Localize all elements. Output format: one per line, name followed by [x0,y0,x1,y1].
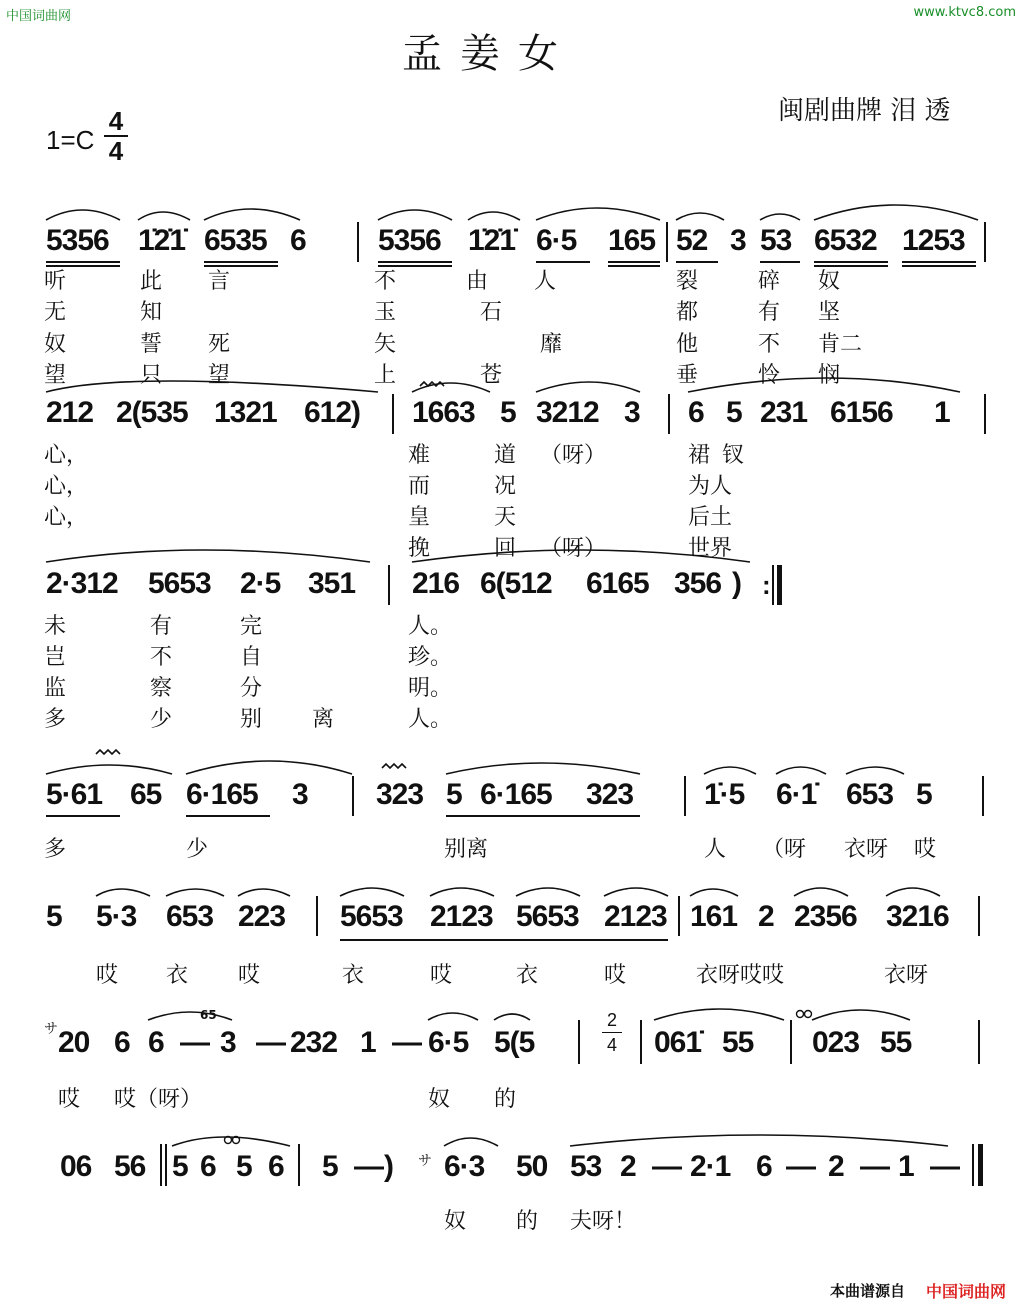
note-group: 6156 [830,396,893,429]
note-group: 2 [620,1150,636,1183]
lyric: 少 [150,707,173,732]
note-group: 232 [290,1026,338,1059]
lyric: 心， [44,505,89,530]
lyric: 人。 [408,707,453,732]
lyric: 挽 [408,536,431,561]
lyric: 不 [758,332,781,357]
lyric: 靡 [540,332,563,357]
lyric: 完 [240,614,263,639]
note-group: 2·5 [240,567,281,600]
note-group: 6 [290,224,306,257]
note-group: 5356 [378,224,441,257]
note-group: 2·1 [690,1150,731,1183]
lyric: 夫呀！ [570,1209,637,1234]
note-group: 023 [812,1026,860,1059]
note-group: 6 [114,1026,130,1059]
note-group: 223 [238,900,286,933]
composer-credit: 闽剧曲牌 泪 透 [778,96,951,126]
lyric: （呀 [762,837,807,862]
lyric: 不 [150,645,173,670]
lyric: 哎 [58,1087,81,1112]
note-group: 6 [200,1150,216,1183]
note-group: 3212 [536,396,599,429]
lyric: 衣 [342,963,365,988]
lyric: 只 [140,363,163,388]
lyric: 肯二 [818,332,863,357]
lyric: 而 [408,474,431,499]
note-group: 50 [516,1150,548,1183]
note-group: 20 [58,1026,90,1059]
note-group: 6 [268,1150,284,1183]
note-group: 5 [726,396,742,429]
footer-site: 中国词曲网 [926,1282,1007,1301]
note-group: 1321 [214,396,277,429]
lyric: 衣 [166,963,189,988]
note-group: — [180,1026,209,1059]
note-group: 5·61 [46,778,103,811]
note-group: 6·165 [186,778,258,811]
note-group: 2 [828,1150,844,1183]
note-group: 6165 [586,567,649,600]
note-group: 212 [46,396,94,429]
lyric: 不 [374,269,397,294]
lyric: 碎 [758,269,781,294]
lyric: 誓 [140,332,163,357]
lyric: 自 [240,645,263,670]
lyric: 石 [480,300,503,325]
lyric: 无 [44,300,67,325]
lyric: 分 [240,676,263,701]
lyric: 岂 [44,645,67,670]
lyric: 哎（呀） [114,1087,203,1112]
note-group: 612) [304,396,361,429]
note-group: 6532 [814,224,877,257]
note-group: 3 [624,396,640,429]
note-group: 6·1̇ [776,778,817,811]
note-group: 6·5 [428,1026,469,1059]
lyric: 多 [44,837,67,862]
lyric: 言 [208,269,231,294]
lyric: 的 [516,1209,539,1234]
lyric: 有 [150,614,173,639]
note-group: 6535 [204,224,267,257]
note-group: 1 [934,396,950,429]
note-group: 161 [690,900,738,933]
lyric: 都 [676,300,699,325]
note-group: 1̇·5 [704,778,745,811]
lyric: 监 [44,676,67,701]
note-group: — [860,1150,889,1183]
key-signature: 1=C [46,125,95,155]
note-group: 5 [916,778,932,811]
note-group: 5 [172,1150,188,1183]
lyric: 奴 [44,332,67,357]
note-group: — [256,1026,285,1059]
note-group: — [786,1150,815,1183]
note-group: — [930,1150,959,1183]
lyric: 死 [208,332,231,357]
lyric: 钗 [722,443,745,468]
note-group: 5 [446,778,462,811]
lyric: 知 [140,300,163,325]
lyric: 多 [44,707,67,732]
note-group: 2123 [430,900,493,933]
note-group: 653 [166,900,214,933]
lyric: 哎 [604,963,627,988]
time-top: 4 [108,106,124,136]
lyric: 望 [208,363,231,388]
note-group: 1663 [412,396,475,429]
note-group: 2 [758,900,774,933]
note-group: 55 [722,1026,754,1059]
note-group: 5 [236,1150,252,1183]
note-group: — [652,1150,681,1183]
time-bottom: 4 [606,1035,617,1055]
note-group: — [354,1150,383,1183]
lyric: 垂 [676,363,699,388]
lyric: 由 [466,269,489,294]
note-group: 6 [688,396,704,429]
note-group: 53 [760,224,792,257]
free-tempo-sign: サ [418,1153,432,1169]
lyric: 天 [494,505,517,530]
free-tempo-sign: サ [44,1021,58,1037]
lyric: 少 [186,837,209,862]
lyric: 衣呀 [844,837,889,862]
note-group: 3 [292,778,308,811]
note-group: 5653 [516,900,579,933]
repeat-dots: : [762,570,770,600]
note-group: 6·3 [444,1150,485,1183]
note-group: 5 [500,396,516,429]
ornament-note: 65 [200,1008,217,1022]
footer-label: 本曲谱源自 [830,1282,906,1300]
note-group: 53 [570,1150,602,1183]
note-group: 1̇2̇1̇ [138,224,186,257]
lyric: 皇 [408,505,431,530]
lyric: 人。 [408,614,453,639]
lyric: 况 [494,474,517,499]
note-group: — [392,1026,421,1059]
note-group: 323 [586,778,634,811]
note-group: 5(5 [494,1026,535,1059]
lyric: 哎 [430,963,453,988]
note-group: 323 [376,778,424,811]
note-group: 2·312 [46,567,118,600]
lyric: 此 [140,269,163,294]
note-group: 216 [412,567,460,600]
note-group: 2(535 [116,396,188,429]
time-top: 2 [606,1010,617,1030]
lyric: 有 [758,300,781,325]
lyric: 怜 [758,363,781,388]
lyric: 上 [374,363,397,388]
lyric: 珍。 [408,645,453,670]
watermark-left: 中国词曲网 [6,9,72,24]
note-group: 65 [130,778,162,811]
lyric: 哎 [96,963,119,988]
lyric: 裂 [676,269,699,294]
lyric: 明。 [408,676,453,701]
note-group: 6 [148,1026,164,1059]
lyric: 世界 [688,536,733,561]
lyric: 苍 [480,363,503,388]
note-group: 5653 [148,567,211,600]
lyric: 望 [44,363,67,388]
lyric: 奴 [428,1087,451,1112]
lyric: 的 [494,1087,517,1112]
lyric: （呀） [540,443,607,468]
lyric: 裙 [688,443,711,468]
note-group: 1̇2̇1̇ [468,224,516,257]
note-group: 356 [674,567,722,600]
lyric: 矢 [374,332,397,357]
watermark-right: www.ktvc8.com [913,5,1016,20]
note-group: 5 [322,1150,338,1183]
lyric: 坚 [818,300,841,325]
note-group: 2356 [794,900,857,933]
lyric: 别 [240,707,263,732]
time-bottom: 4 [108,136,124,166]
note-group: 1 [360,1026,376,1059]
note-group: 1 [898,1150,914,1183]
lyric: 离 [312,707,335,732]
note-group: 1253 [902,224,965,257]
note-group: 6 [756,1150,772,1183]
note-group: 3 [220,1026,236,1059]
page-title: 孟姜女 [402,31,576,77]
note-group: 5 [46,900,62,933]
note-group: 3 [730,224,746,257]
lyric: 人 [534,269,557,294]
lyric: 为人 [688,474,733,499]
note-group: 56 [114,1150,146,1183]
lyric: 悯 [818,363,841,388]
note-group: 5653 [340,900,403,933]
note-group: 653 [846,778,894,811]
lyric: 他 [676,332,699,357]
lyric: 心， [44,474,89,499]
lyric: 心， [44,443,89,468]
lyric: 后土 [688,505,733,530]
lyric: 奴 [444,1209,467,1234]
note-group: 5356 [46,224,109,257]
note-group: 6·165 [480,778,552,811]
lyric: 衣呀 [884,963,929,988]
lyric: 哎 [914,837,937,862]
note-group: 165 [608,224,656,257]
note-group: 5·3 [96,900,137,933]
lyric: 哎 [238,963,261,988]
lyric: 听 [44,269,67,294]
note-group: 351 [308,567,356,600]
lyric: 别离 [444,837,489,862]
lyric: 奴 [818,269,841,294]
lyric: 未 [44,614,67,639]
note-group: 6(512 [480,567,552,600]
lyric: （呀） [540,536,607,561]
lyric: 道 [494,443,517,468]
lyric: 难 [408,443,431,468]
lyric: 回 [494,536,517,561]
lyric: 玉 [374,300,397,325]
note-group: 2123 [604,900,667,933]
note-group: 061̇ [654,1026,702,1059]
note-group: ) [384,1150,393,1183]
note-group: 6·5 [536,224,577,257]
note-group: 52 [676,224,708,257]
lyric: 衣呀哎哎 [696,963,785,988]
note-group: 3216 [886,900,949,933]
lyric: 察 [150,676,173,701]
lyric: 人 [704,837,727,862]
note-group: 55 [880,1026,912,1059]
lyric: 衣 [516,963,539,988]
note-group: 231 [760,396,808,429]
note-group: 06 [60,1150,92,1183]
note-group: ) [732,567,741,600]
